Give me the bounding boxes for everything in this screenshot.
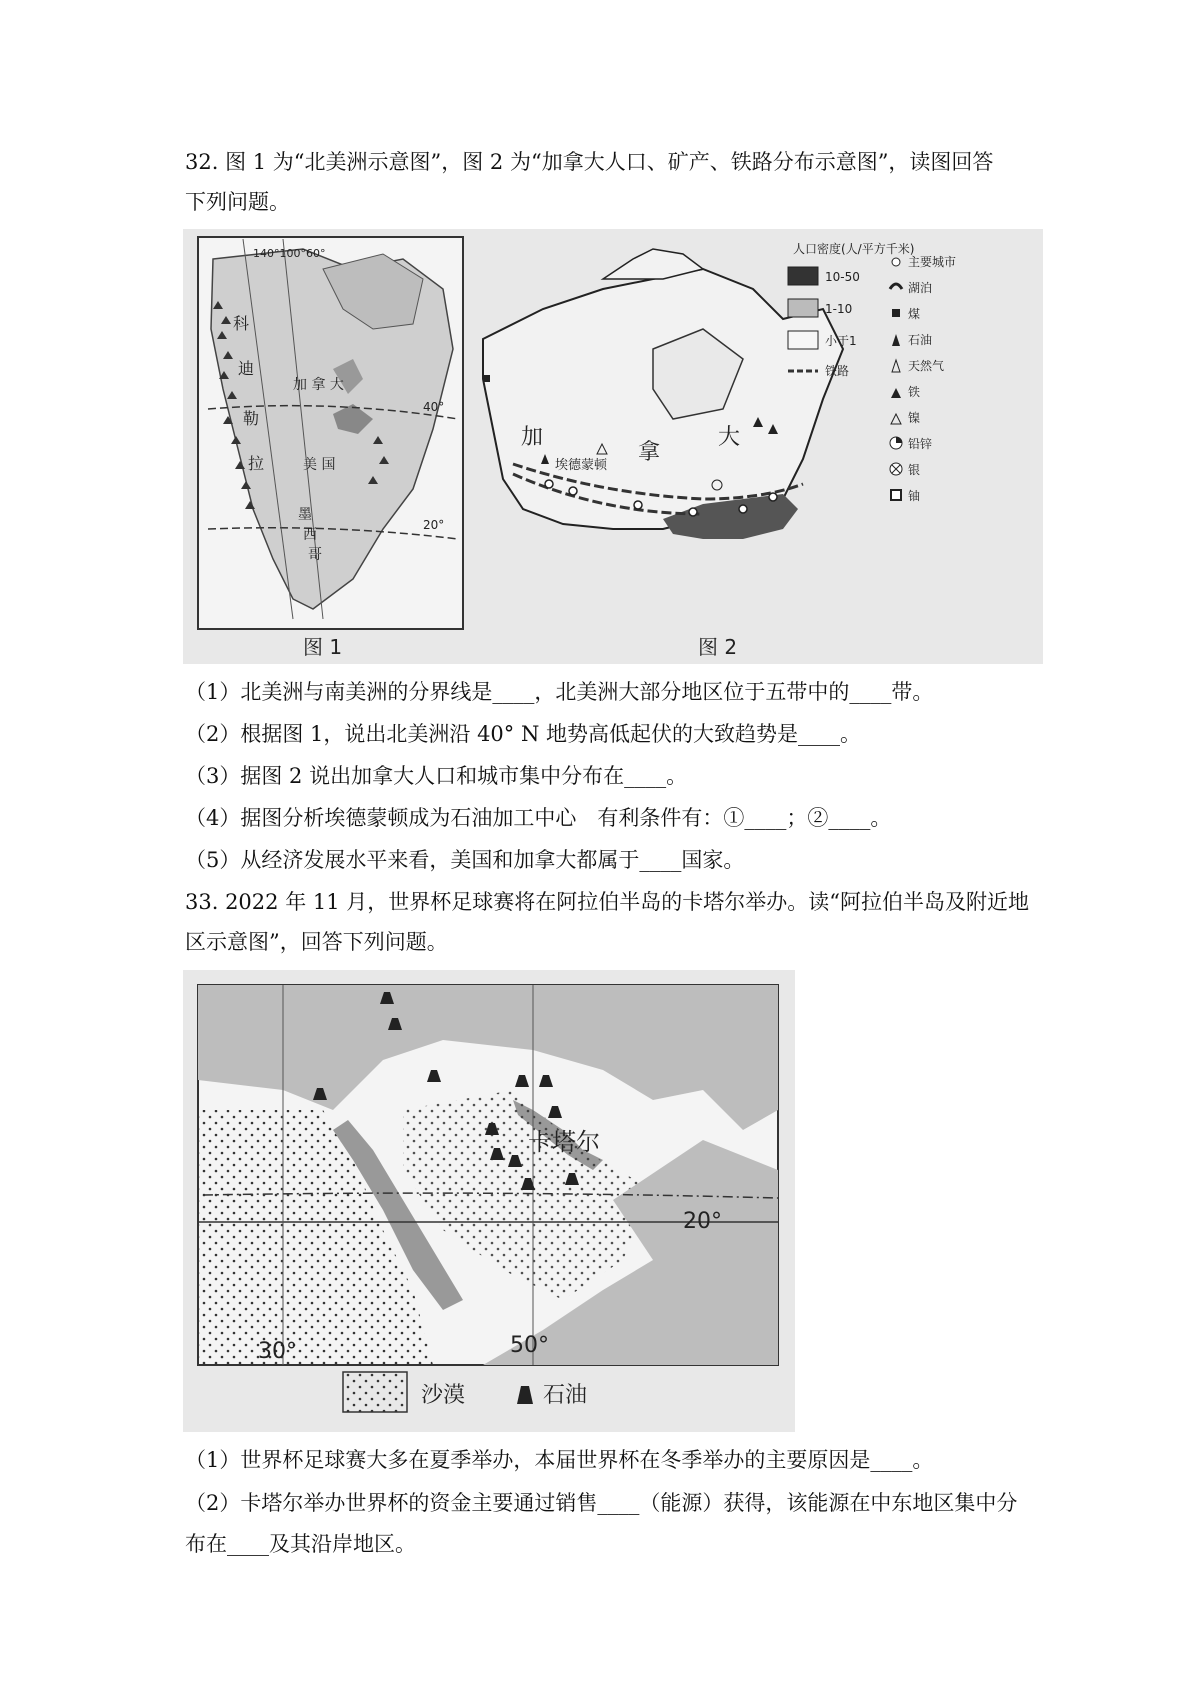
fig1-lon-labels: 140°100°60° xyxy=(253,247,326,260)
legend-sym-4: 天然气 xyxy=(908,359,945,373)
q32-figure xyxy=(183,229,1043,664)
legend-sym-5: 铁 xyxy=(908,385,921,399)
legend-oil-symbol xyxy=(517,1386,533,1404)
label-lon-50: 50° xyxy=(510,1333,549,1358)
legend-density-1: 10-50 xyxy=(825,270,860,284)
legend-sym-1: 湖泊 xyxy=(908,281,933,295)
q33-figure xyxy=(183,970,795,1432)
north-america-canada-maps xyxy=(183,229,1043,664)
legend-sym-3: 石油 xyxy=(908,333,933,347)
legend-sym-2: 煤 xyxy=(908,307,921,321)
label-lon-30: 30° xyxy=(258,1339,297,1364)
legend-sym-7: 铅锌 xyxy=(908,437,933,451)
fig2-char-na: 拿 xyxy=(638,440,661,465)
q33-item-3: 布在____及其沿岸地区。 xyxy=(185,1532,416,1556)
legend-rail: 铁路 xyxy=(825,364,850,378)
fig1-label-usa: 美 国 xyxy=(303,457,336,473)
q32-item-4: （4）据图分析埃德蒙顿成为石油加工中心 有利条件有：①____；②____。 xyxy=(185,806,892,830)
legend-swatch-mid xyxy=(788,299,818,317)
fig2-char-da: 大 xyxy=(718,425,741,450)
city-label-edmonton: 埃德蒙顿 xyxy=(555,458,608,473)
q32-stem-line2: 下列问题。 xyxy=(185,190,290,214)
label-lat-20: 20° xyxy=(683,1209,722,1234)
arabian-peninsula-map xyxy=(183,970,795,1432)
q32-item-2: （2）根据图 1，说出北美洲沿 40° N 地势高低起伏的大致趋势是____。 xyxy=(185,722,862,746)
fig1-caption: 图 1 xyxy=(303,635,343,659)
legend-title: 人口密度(人/平方千米) xyxy=(793,242,915,256)
legend-sym-8: 银 xyxy=(908,463,921,477)
fig1-label-canada: 加 拿 大 xyxy=(293,377,344,393)
fig1-label-xi: 西 xyxy=(303,527,317,543)
fig1-label-ke: 科 xyxy=(233,314,250,333)
q33-item-2: （2）卡塔尔举办世界杯的资金主要通过销售____（能源）获得，该能源在中东地区集中分 xyxy=(185,1491,1018,1515)
q33-item-1: （1）世界杯足球赛大多在夏季举办，本届世界杯在冬季举办的主要原因是____。 xyxy=(185,1448,934,1472)
legend-symbols xyxy=(890,255,956,503)
q33-stem-line2: 区示意图”，回答下列问题。 xyxy=(185,930,448,954)
label-qatar: 卡塔尔 xyxy=(528,1128,600,1156)
coal-symbol xyxy=(483,375,490,382)
q32-item-1: （1）北美洲与南美洲的分界线是____，北美洲大部分地区位于五带中的____带。 xyxy=(185,680,934,704)
legend-sym-9: 铀 xyxy=(908,489,921,503)
fig1-label-la: 拉 xyxy=(248,454,265,473)
legend-sym-0: 主要城市 xyxy=(908,255,957,269)
legend-density-2: 1-10 xyxy=(825,302,853,316)
q32-stem-line1: 32. 图 1 为“北美洲示意图”，图 2 为“加拿大人口、矿产、铁路分布示意图”，读图回答 xyxy=(185,150,994,174)
legend-desert: 沙漠 xyxy=(421,1383,466,1408)
fig1-label-di: 迪 xyxy=(238,359,255,378)
fig1-label-ge: 哥 xyxy=(308,547,322,563)
fig2-caption: 图 2 xyxy=(698,635,738,659)
q33-stem-line1: 33. 2022 年 11 月，世界杯足球赛将在阿拉伯半岛的卡塔尔举办。读“阿拉伯半岛及附近地 xyxy=(185,890,1029,914)
q32-item-3: （3）据图 2 说出加拿大人口和城市集中分布在____。 xyxy=(185,764,688,788)
legend-desert-swatch xyxy=(343,1372,407,1412)
fig1-label-mo: 墨 xyxy=(298,507,312,523)
q32-item-5: （5）从经济发展水平来看，美国和加拿大都属于____国家。 xyxy=(185,848,745,872)
fig1-label-le: 勒 xyxy=(243,409,260,428)
legend-density-3: 小于1 xyxy=(825,334,857,348)
fig1-lat-20: 20° xyxy=(423,518,445,532)
legend-swatch-dense xyxy=(788,267,818,285)
legend-swatch-sparse xyxy=(788,331,818,349)
fig1-lat-40: 40° xyxy=(423,400,445,414)
legend-sym-6: 镍 xyxy=(908,411,921,425)
legend-oil: 石油 xyxy=(543,1383,588,1408)
fig2-char-jia: 加 xyxy=(521,425,544,450)
